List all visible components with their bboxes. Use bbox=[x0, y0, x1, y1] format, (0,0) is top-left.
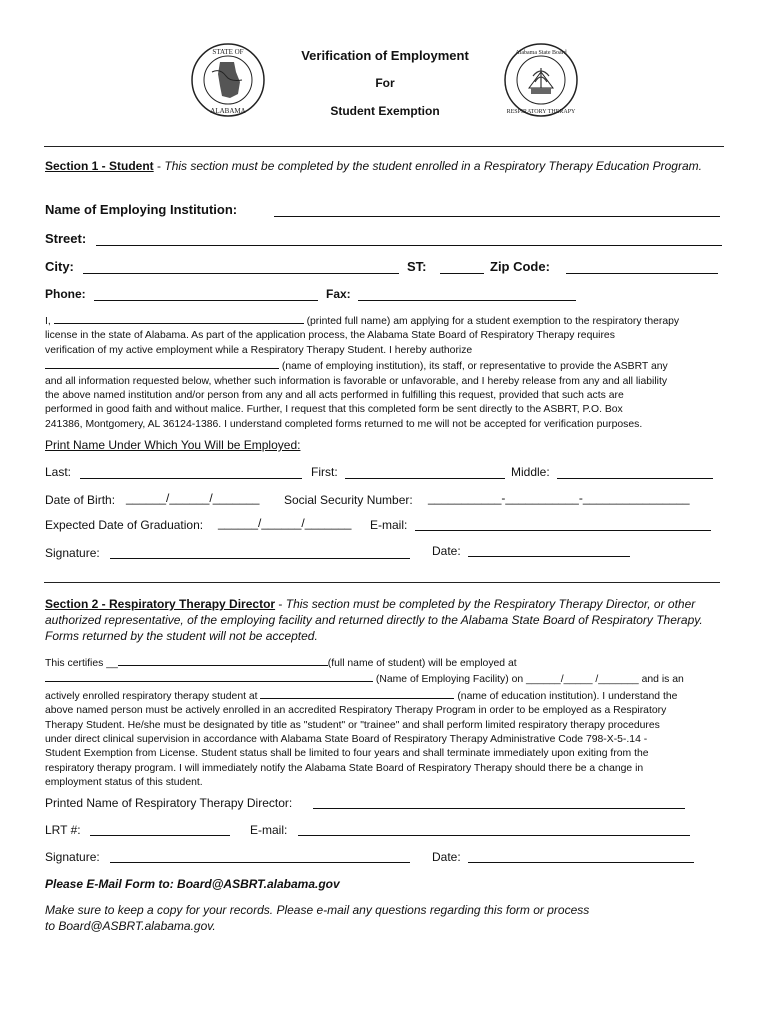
employer-label: Name of Employing Institution: bbox=[45, 202, 238, 217]
section2-sep: - bbox=[275, 597, 286, 611]
dob-label: Date of Birth: bbox=[45, 493, 116, 507]
svg-text:ALABAMA: ALABAMA bbox=[210, 107, 246, 115]
para2-line5: Therapy Student. He/she must be designated by title as "student" or "trainee" and shall perform limited respiratory therapy procedures bbox=[45, 719, 660, 731]
zip-label: Zip Code: bbox=[490, 259, 550, 274]
form-title-line1: Verification of Employment bbox=[301, 48, 469, 63]
para1-line4: (name of employing institution), its staff, or representative to provide the ASBRT any bbox=[281, 361, 668, 373]
street-field[interactable] bbox=[96, 245, 722, 246]
student-signature-field[interactable] bbox=[110, 558, 410, 559]
student-email-label: E-mail: bbox=[370, 518, 408, 532]
print-name-label: Print Name Under Which You Will be Employed: bbox=[45, 438, 301, 452]
form-title-line2: For bbox=[375, 76, 395, 90]
director-email-field[interactable] bbox=[298, 835, 690, 836]
fax-label: Fax: bbox=[326, 287, 351, 301]
street-label: Street: bbox=[45, 231, 87, 246]
email-form-instruction: Please E-Mail Form to: Board@ASBRT.alabama.gov bbox=[45, 877, 340, 891]
section1-sep: - bbox=[153, 159, 165, 173]
state-label: ST: bbox=[407, 259, 427, 274]
last-name-field[interactable] bbox=[80, 478, 302, 479]
graduation-date-label: Expected Date of Graduation: bbox=[45, 518, 204, 532]
student-date-field[interactable] bbox=[468, 556, 630, 557]
svg-text:STATE OF: STATE OF bbox=[212, 48, 244, 56]
para1-line5: and all information requested below, whether such information is favorable or unfavorable, and I hereby release from any and all liability bbox=[45, 375, 668, 387]
section1-heading bbox=[45, 158, 735, 174]
lrt-field[interactable] bbox=[90, 835, 230, 836]
student-signature-label: Signature: bbox=[45, 546, 100, 560]
director-name-field[interactable] bbox=[313, 808, 685, 809]
keep-copy-instruction-line2: to Board@ASBRT.alabama.gov. bbox=[45, 919, 216, 933]
lrt-label: LRT #: bbox=[45, 823, 81, 837]
middle-name-label: Middle: bbox=[511, 465, 550, 479]
last-name-label: Last: bbox=[45, 465, 72, 479]
keep-copy-instruction-line1: Make sure to keep a copy for your records. Please e-mail any questions regarding this form or process bbox=[45, 903, 590, 917]
para1-line1a: I, bbox=[45, 316, 51, 327]
para2-line3a: actively enrolled respiratory therapy student at bbox=[45, 690, 258, 702]
para2-line1a: This certifies __ bbox=[45, 658, 118, 669]
para1-line2: license in the state of Alabama. As part of the application process, the Alabama State Board of Respiratory Therapy requires bbox=[45, 330, 615, 342]
para2-line1b: (full name of student) will be employed at bbox=[327, 658, 517, 669]
director-name-label: Printed Name of Respiratory Therapy Director: bbox=[45, 796, 293, 810]
director-date-field[interactable] bbox=[468, 862, 694, 863]
phone-label: Phone: bbox=[45, 287, 86, 301]
ssn-label: Social Security Number: bbox=[284, 493, 413, 507]
section1-title: Section 1 - Student bbox=[45, 159, 154, 173]
form-title-line3: Student Exemption bbox=[330, 104, 440, 118]
header-divider bbox=[44, 146, 724, 147]
section1-authorization-paragraph bbox=[45, 313, 727, 432]
para1-line6: the above named institution and/or person from any and all acts performed in fulfilling this request, provided that such acts are bbox=[45, 390, 624, 402]
para1-line1b: (printed full name) am applying for a student exemption to the respiratory therapy bbox=[306, 316, 680, 327]
para2-line2: (Name of Employing Facility) on ______/_____ /_______ and is an bbox=[375, 674, 684, 686]
para2-line4: above named person must be actively enrolled in an accredited Respiratory Therapy Program in order to be employed as a Respiratory bbox=[45, 705, 667, 717]
first-name-field[interactable] bbox=[345, 478, 505, 479]
respiratory-therapy-board-seal bbox=[503, 42, 579, 118]
student-date-label: Date: bbox=[432, 544, 461, 558]
para2-line8: respiratory therapy program. I will immediately notify the Alabama State Board of Respiratory Therapy should there be a change in bbox=[45, 762, 644, 774]
graduation-date-field[interactable]: ______/______/_______ bbox=[218, 516, 352, 530]
city-label: City: bbox=[45, 259, 74, 274]
first-name-label: First: bbox=[311, 465, 338, 479]
section-divider bbox=[44, 582, 720, 583]
ssn-field[interactable]: ___________-___________-________________ bbox=[428, 491, 690, 505]
section2-instruction: This section must be completed by the Respiratory Therapy Director, or other authorized representative, of the employing facility and returned directly to the Alabama State Board of Respiratory Therapy. Forms returned by the student will not be accepted. bbox=[45, 597, 703, 643]
dob-field[interactable]: ______/______/_______ bbox=[126, 491, 260, 505]
para1-line7: performed in good faith and without malice. Further, I request that this completed form be sent directly to the ASBRT, P.O. Box bbox=[45, 404, 623, 416]
section2-heading bbox=[45, 596, 735, 644]
director-signature-field[interactable] bbox=[110, 862, 410, 863]
printed-full-name-field[interactable] bbox=[54, 313, 304, 324]
section1-instruction: This section must be completed by the student enrolled in a Respiratory Therapy Education Program. bbox=[164, 159, 702, 173]
director-signature-label: Signature: bbox=[45, 850, 100, 864]
phone-field[interactable] bbox=[94, 300, 318, 301]
employer-field[interactable] bbox=[274, 216, 720, 217]
education-institution-field[interactable] bbox=[260, 688, 454, 699]
zip-field[interactable] bbox=[566, 273, 718, 274]
middle-name-field[interactable] bbox=[557, 478, 713, 479]
para1-line8: 241386, Montgomery, AL 36124-1386. I understand completed forms returned to me will not be accepted for verification purposes. bbox=[45, 418, 643, 430]
fax-field[interactable] bbox=[358, 300, 576, 301]
para2-line7: Student Exemption from License. Student status shall be limited to four years and shall terminate immediately upon exiting from the bbox=[45, 748, 649, 760]
director-email-label: E-mail: bbox=[250, 823, 288, 837]
director-date-label: Date: bbox=[432, 850, 461, 864]
svg-text:Alabama State Board: Alabama State Board bbox=[515, 50, 567, 56]
section2-certification-paragraph bbox=[45, 655, 727, 791]
para2-line9: employment status of this student. bbox=[45, 777, 203, 789]
para2-line3b: (name of education institution). I understand the bbox=[457, 690, 678, 702]
svg-text:RESPIRATORY THERAPY: RESPIRATORY THERAPY bbox=[506, 109, 576, 115]
para1-line3: verification of my active employment while a Respiratory Therapy Student. I hereby authorize bbox=[45, 344, 473, 356]
student-full-name-field[interactable] bbox=[118, 655, 328, 666]
state-field[interactable] bbox=[440, 273, 484, 274]
section2-title: Section 2 - Respiratory Therapy Director bbox=[45, 597, 276, 611]
city-field[interactable] bbox=[83, 273, 399, 274]
employing-facility-field[interactable] bbox=[45, 671, 373, 682]
employing-institution-field[interactable] bbox=[45, 358, 279, 369]
para2-line6: under direct clinical supervision in accordance with Alabama State Board of Respiratory Therapy Administrative Code 798-X-5-.14 - bbox=[45, 734, 648, 746]
student-email-field[interactable] bbox=[415, 530, 711, 531]
